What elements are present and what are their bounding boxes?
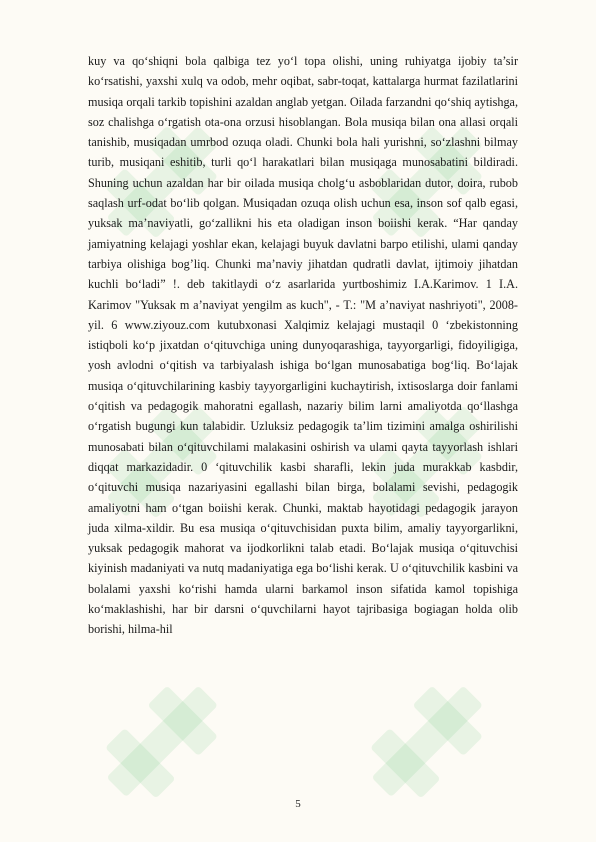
page-number: 5 xyxy=(295,798,301,810)
zn-logo-watermark-icon xyxy=(350,650,520,820)
body-text-block xyxy=(88,51,518,640)
zn-logo-watermark-icon xyxy=(85,650,255,820)
body-paragraph: kuy va qo‘shiqni bola qalbiga tez yo‘l topa olishi, uning ruhiyatga ijobiy ta’sir ko‘rsatishi, yaxshi xulq va odob, mehr oqibat, sabr-toqat, kattalarga hurmat fazilatlarini musiqa orqali tarkib topishini azaldan anglab yetgan. Oilada farzandni qo‘shiq aytishga, soz chalishga o‘rgatish ota-ona orzusi hisoblangan. Bola musiqa bilan ona allasi orqali tanishib, musiqadan umrbod ozuqa oladi. Chunki bola hali yurishni, so‘zlashni bilmay turib, musiqani eshitib, turli qo‘l harakatlari bilan musiqaga munosabatini bildiradi. Shuning uchun azaldan har bir oilada musiqa cholg‘u asboblaridan dutor, doira, rubob saqlash urf-odat bo‘lib qolgan. Musiqadan ozuqa olish uchun esa, inson sof qalb egasi, yuksak ma’naviyatli, go‘zallikni his eta oladigan inson boiishi kerak. “Har qanday jamiyatning kelajagi yoshlar ekan, kelajagi buyuk davlatni barpo etilishi, ulami qanday tarbiya olishiga bog’liq. Chunki ma’naviy jihatdan qudratli davlat, ijtimoiy jihatdan kuchli bo‘ladi” !. deb takitlaydi o‘z asarlarida yurtboshimiz I.A.Karimov. 1 I.A. Karimov "Yuksak m a’naviyat yengilm as kuch", - T.: "M a’naviyat nashriyoti", 2008-yil. 6 www.ziyouz.com kutubxonasi Xalqimiz kelajagi mustaqil 0 ‘zbekistonning istiqboli ko‘p jixatdan o‘qituvchiga uning dunyoqarashiga, tayyorgarligi, fidoyiligiga, yosh avlodni o‘qitish va tarbiyalash ishiga bo‘lgan munosabatiga bog‘liq. Bo‘lajak musiqa o‘qituvchilarining kasbiy tayyorgarligini kuchaytirish, ixtisoslarga doir fanlami o‘qitish va pedagogik mahoratni egallash, nazariy bilim larni amaliyotda qo‘llashga o‘rgatish bugungi kun talabidir. Uzluksiz pedagogik ta’lim tizimini amalga oshirilishi munosabati bilan o‘qituvchilami malakasini oshirish va ulami qayta tayyorlash ishlari diqqat markazidadir. 0 ‘qituvchilik kasbi sharafli, lekin juda murakkab kasbdir, o‘qituvchi musiqa nazariyasini egallashi bilan birga, bolalami sevishi, pedagogik amaliyotni ham o‘tgan boiishi kerak. Chunki, maktab hayotidagi pedagogik jarayon juda xilma-xildir. Bu esa musiqa o‘qituvchisidan puxta bilim, amaliy tayyorgarlikni, yuksak pedagogik mahorat va ijodkorlikni talab etadi. Bo‘lajak musiqa o‘qituvchisi kiyinish madaniyati va nutq madaniyatiga ega bo‘lishi kerak. U o‘qituvchilik kasbini va bolalami yaxshi ko‘rishi hamda ularni barkamol inson sifatida kamol topishiga ko‘maklashishi, har bir darsni o‘quvchilarni hayot tajribasiga bogiagan holda olib borishi, hilma-hil xyxy=(88,54,518,637)
